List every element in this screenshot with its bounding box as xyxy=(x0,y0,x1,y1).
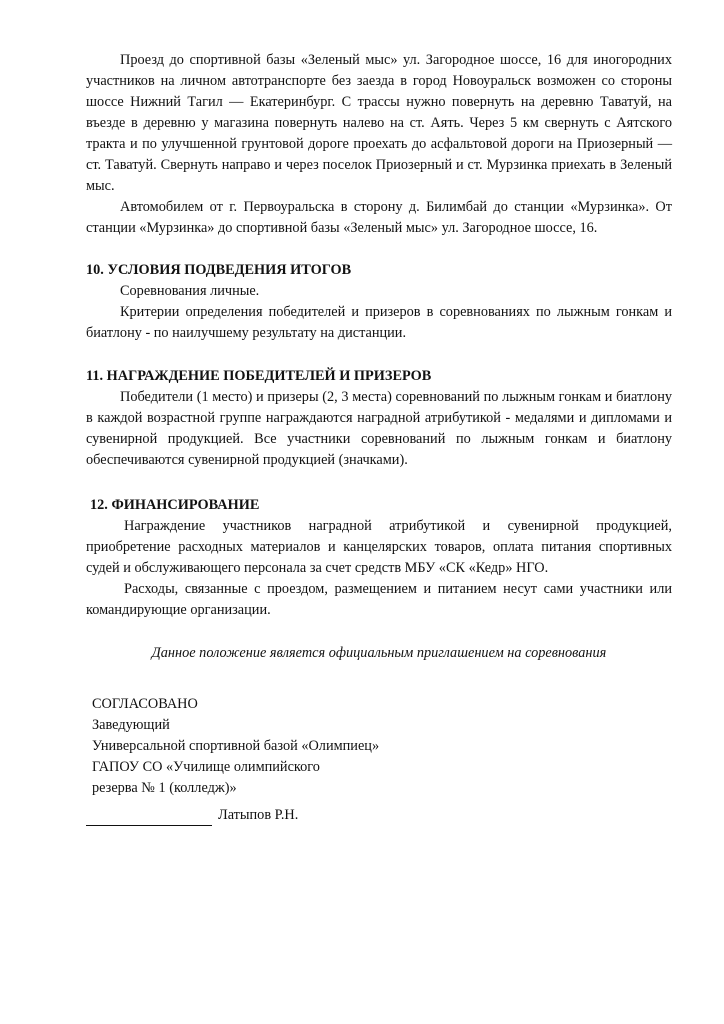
document-body xyxy=(86,50,672,826)
section-12-paragraph-2: Расходы, связанные с проездом, размещением и питанием несут сами участники или командирующие организации. xyxy=(86,581,672,618)
signature-row xyxy=(86,805,672,826)
approval-block xyxy=(86,694,672,799)
approval-line: резерва № 1 (колледж)» xyxy=(92,780,237,796)
approval-line: СОГЛАСОВАНО xyxy=(92,696,198,712)
invitation-note: Данное положение является официальным приглашением на соревнования xyxy=(151,645,607,661)
section-12-title: 12. ФИНАНСИРОВАНИЕ xyxy=(90,497,260,513)
section-11 xyxy=(86,366,672,471)
approval-line: Заведующий xyxy=(92,717,170,733)
approval-line: ГАПОУ СО «Училище олимпийского xyxy=(92,759,320,775)
intro-paragraph-2: Автомобилем от г. Первоуральска в сторону д. Билимбай до станции «Мурзинка». От станции «Мурзинка» до спортивной базы «Зеленый мыс» ул. Загородное шоссе, 16. xyxy=(86,199,672,236)
section-10 xyxy=(86,260,672,344)
section-10-paragraph-1: Соревнования личные. xyxy=(120,283,260,299)
signature-line xyxy=(86,810,212,826)
section-11-paragraph-1: Победители (1 место) и призеры (2, 3 места) соревнований по лыжным гонкам и биатлону в каждой возрастной группе награждаются наградной атрибутикой - медалями и дипломами и сувенирной продукцией. Все участники соревнований по лыжным гонкам и биатлону обеспечиваются сувенирной продукцией (значками). xyxy=(86,389,672,468)
signatory-name: Латыпов Р.Н. xyxy=(218,807,299,823)
section-10-title: 10. УСЛОВИЯ ПОДВЕДЕНИЯ ИТОГОВ xyxy=(86,262,352,278)
section-11-title: 11. НАГРАЖДЕНИЕ ПОБЕДИТЕЛЕЙ И ПРИЗЕРОВ xyxy=(86,368,432,384)
section-12-paragraph-1: Награждение участников наградной атрибутикой и сувенирной продукцией, приобретение расходных материалов и канцелярских товаров, оплата питания спортивных судей и обслуживающего персонала за счет средств МБУ «СК «Кедр» НГО. xyxy=(86,518,672,576)
approval-line: Универсальной спортивной базой «Олимпиец» xyxy=(92,738,380,754)
section-10-paragraph-2: Критерии определения победителей и призеров в соревнованиях по лыжным гонкам и биатлону - по наилучшему результату на дистанции. xyxy=(86,304,672,341)
intro-paragraph-1: Проезд до спортивной базы «Зеленый мыс» ул. Загородное шоссе, 16 для иногородних участников на личном автотранспорте без заезда в город Новоуральск возможен со стороны шоссе Нижний Тагил — Екатеринбург. С трассы нужно повернуть на деревню Таватуй, на въезде в деревню у магазина повернуть налево на ст. Аять. Через 5 км свернуть с Аятского тракта и по улучшенной грунтовой дороге проехать до асфальтовой дороги на Приозерный — ст. Таватуй. Свернуть направо и через поселок Приозерный и ст. Мурзинка приехать в Зеленый мыс. xyxy=(86,52,672,194)
section-12 xyxy=(86,495,672,621)
